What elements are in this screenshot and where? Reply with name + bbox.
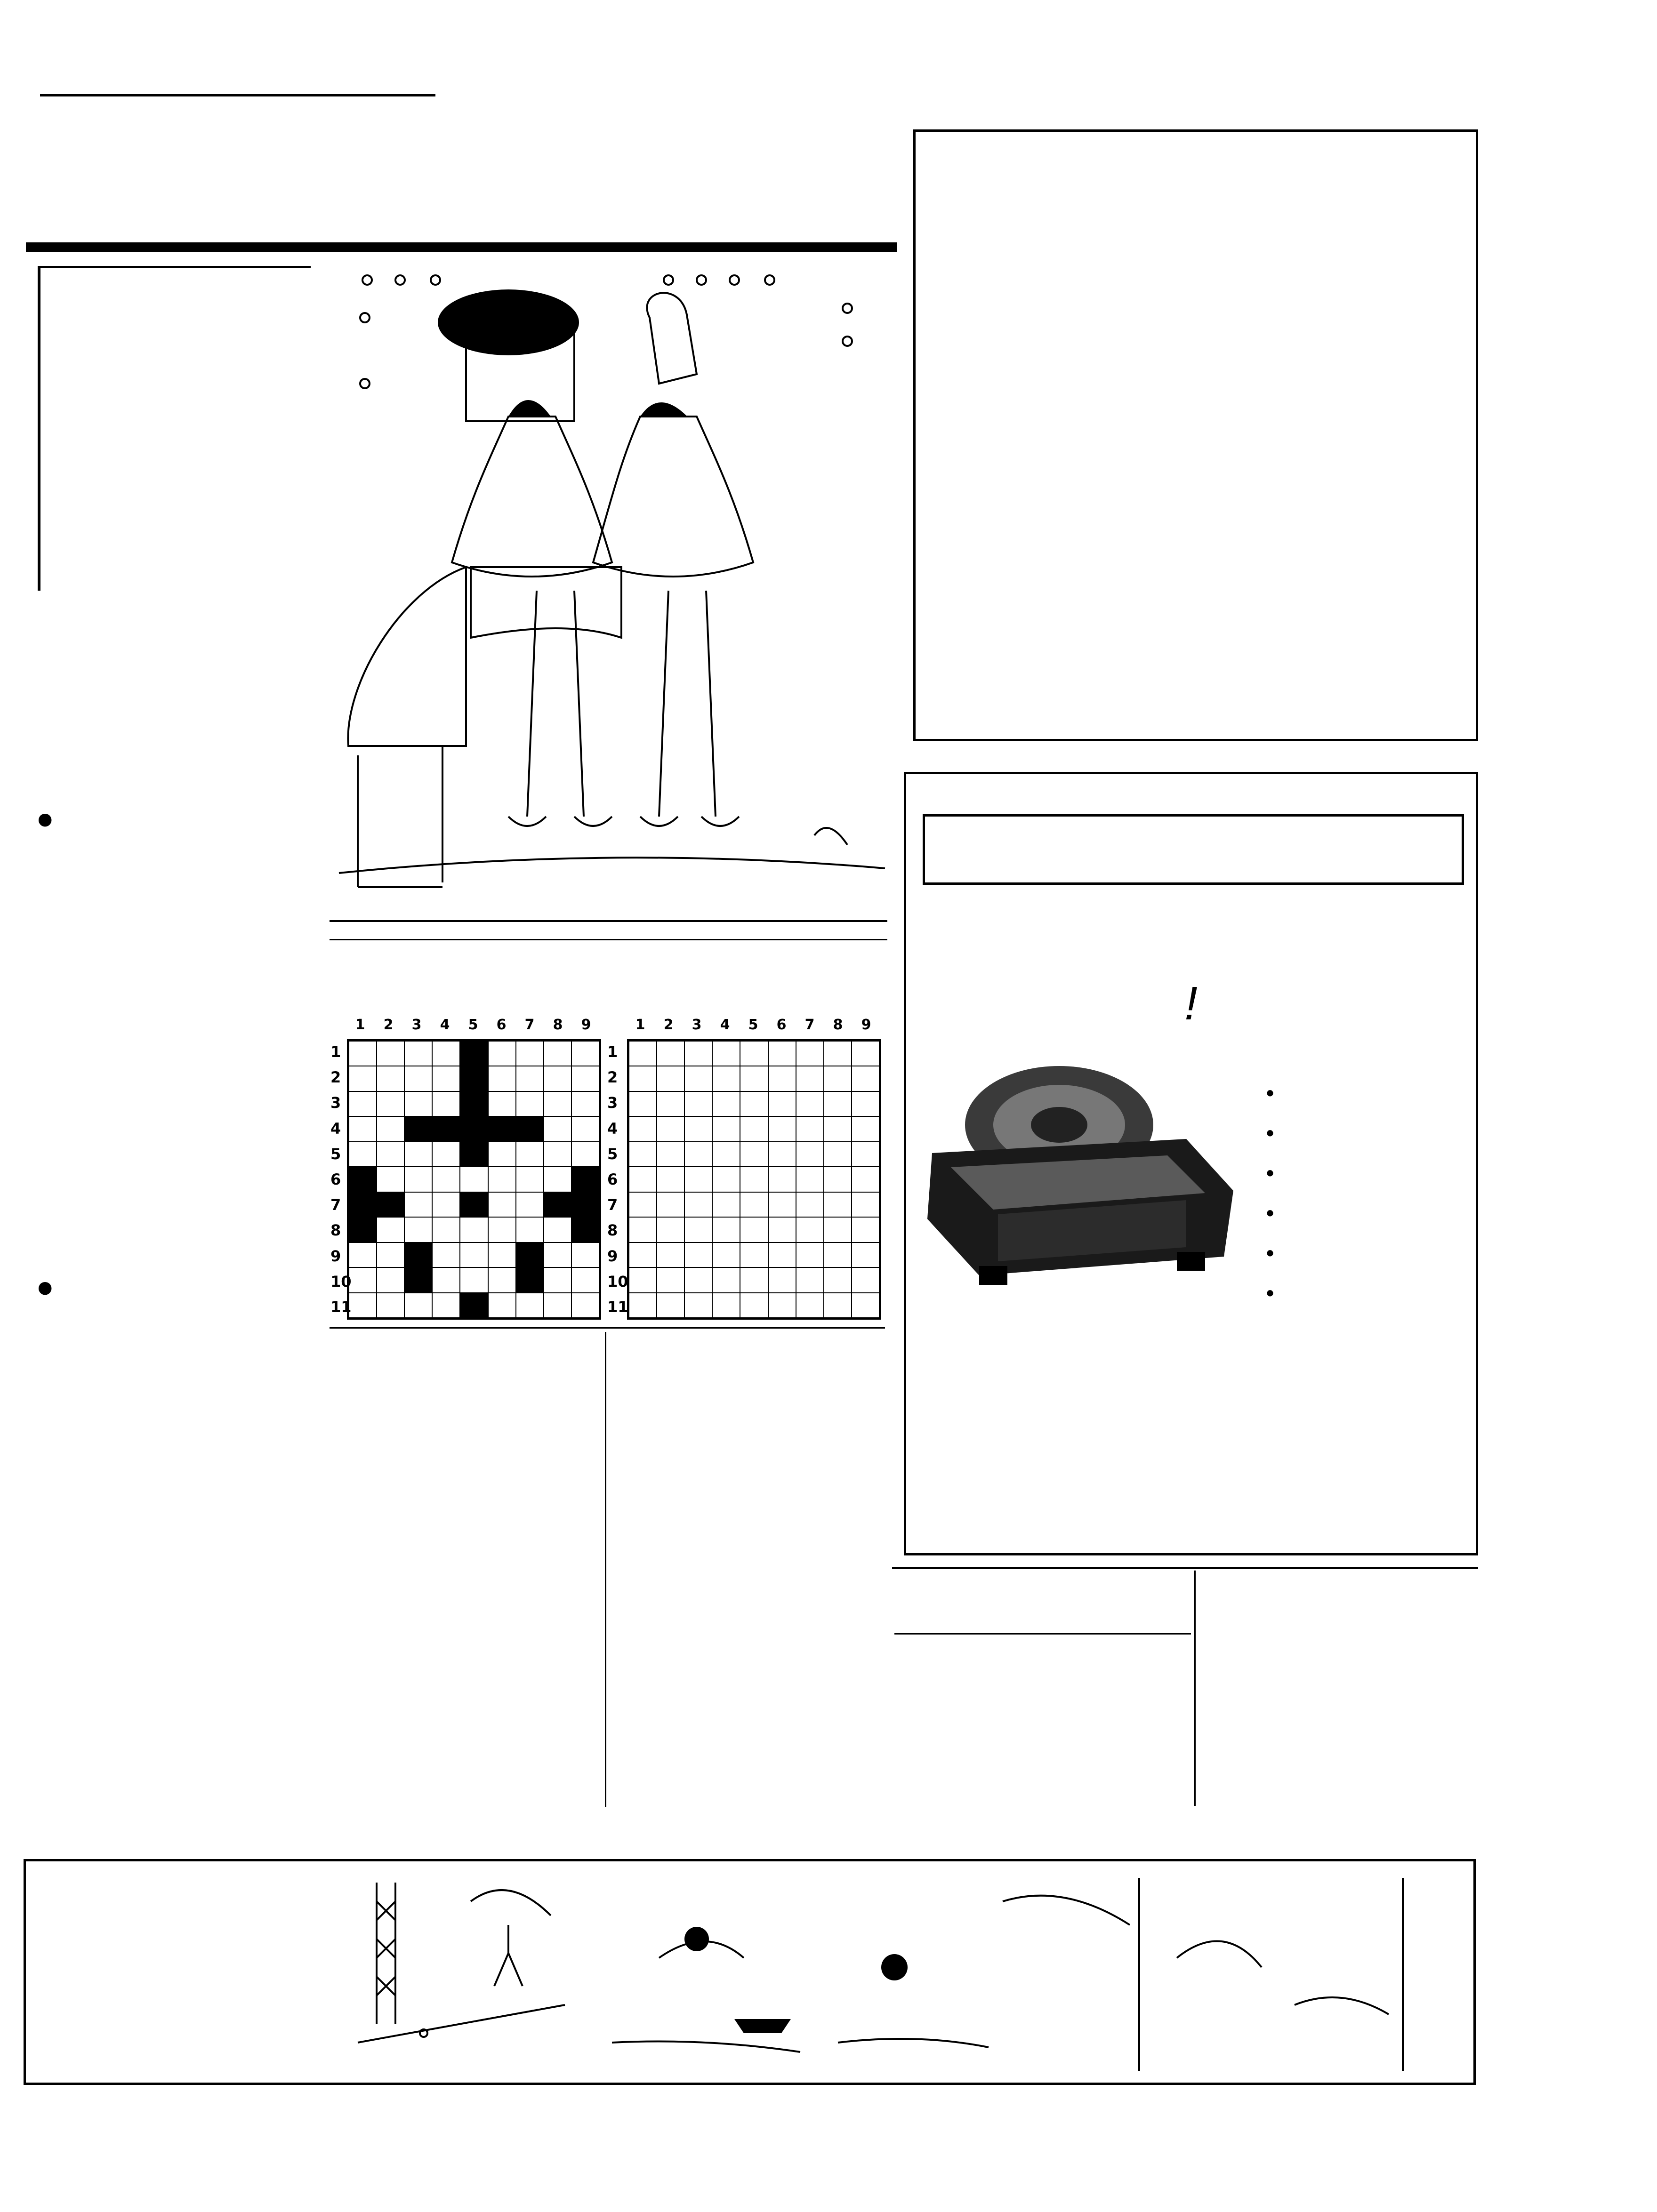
crossword-cell[interactable] [404, 1217, 432, 1242]
crossword-cell[interactable] [657, 1192, 684, 1217]
crossword-cell[interactable] [488, 1192, 516, 1217]
right-crossword-grid [627, 1039, 881, 1320]
crossword-cell[interactable] [712, 1116, 740, 1141]
row-number: 11 [607, 1298, 628, 1316]
left-grid-column-numbers [346, 1017, 600, 1033]
crossword-cell[interactable] [796, 1116, 824, 1141]
crossword-cell[interactable] [432, 1041, 460, 1066]
crossword-cell[interactable] [432, 1116, 460, 1141]
crossword-cell[interactable] [349, 1041, 377, 1066]
crossword-cell[interactable] [377, 1091, 404, 1116]
comic-drawing [330, 1864, 1469, 2080]
crossword-cell[interactable] [544, 1217, 571, 1242]
policlinica-rule [894, 1633, 1191, 1635]
crossword-cell[interactable] [432, 1217, 460, 1242]
section-medicina: ● [38, 809, 53, 829]
crossword-cell[interactable] [460, 1091, 488, 1116]
crossword-cell[interactable] [629, 1217, 657, 1242]
column-number: 3 [692, 1017, 702, 1033]
row-number: 4 [607, 1119, 618, 1138]
crossword-cell[interactable] [852, 1167, 879, 1192]
crossword-cell[interactable] [740, 1116, 768, 1141]
crossword-cell[interactable] [852, 1091, 879, 1116]
crossword-cell[interactable] [432, 1091, 460, 1116]
bullet-icon: • [1266, 1161, 1274, 1185]
crossword-cell[interactable] [824, 1116, 852, 1141]
ironweed-feature [1266, 1233, 1274, 1273]
crossword-cell[interactable] [768, 1192, 796, 1217]
crossword-cell[interactable] [488, 1142, 516, 1167]
crossword-cell[interactable] [432, 1142, 460, 1167]
crossword-cell[interactable] [796, 1267, 824, 1292]
crossword-cell[interactable] [740, 1142, 768, 1167]
crossword-cell[interactable] [712, 1267, 740, 1292]
crossword-cell[interactable] [404, 1267, 432, 1292]
crossword-cell[interactable] [629, 1192, 657, 1217]
column-number: 4 [720, 1017, 730, 1033]
crossword-cell[interactable] [460, 1267, 488, 1292]
crossword-cell[interactable] [460, 1242, 488, 1267]
crossword-cell[interactable] [488, 1116, 516, 1141]
crossword-cell[interactable] [571, 1217, 599, 1242]
bullet-icon: • [1266, 1121, 1274, 1145]
crossword-cell[interactable] [768, 1242, 796, 1267]
crossword-cell[interactable] [768, 1167, 796, 1192]
column-number: 5 [748, 1017, 758, 1033]
crossword-cell[interactable] [740, 1192, 768, 1217]
crossword-cell[interactable] [740, 1267, 768, 1292]
left-crossword-grid [347, 1039, 601, 1320]
crossword-cell[interactable] [657, 1066, 684, 1091]
clues-rule [330, 1327, 885, 1329]
crossword-cell[interactable] [544, 1242, 571, 1267]
column-number: 2 [663, 1017, 674, 1033]
crossword-cell[interactable] [852, 1217, 879, 1242]
row-number: 11 [330, 1298, 352, 1316]
crossword-cell[interactable] [544, 1142, 571, 1167]
crossword-cell[interactable] [684, 1091, 712, 1116]
crossword-cell[interactable] [516, 1217, 544, 1242]
column-number: 9 [581, 1017, 591, 1033]
crossword-cell[interactable] [852, 1066, 879, 1091]
right-grid-column-numbers [626, 1017, 880, 1033]
crossword-cell[interactable] [768, 1116, 796, 1141]
row-number: 10 [607, 1272, 628, 1290]
column-number: 8 [833, 1017, 843, 1033]
crossword-cell[interactable] [571, 1142, 599, 1167]
crossword-cell[interactable] [404, 1066, 432, 1091]
crossword-cell[interactable] [712, 1041, 740, 1066]
crossword-cell[interactable] [740, 1293, 768, 1318]
crossword-cell[interactable] [740, 1091, 768, 1116]
row-number: 6 [607, 1170, 618, 1188]
crossword-cell[interactable] [824, 1167, 852, 1192]
crossword-cell[interactable] [824, 1267, 852, 1292]
crossword-cell[interactable] [349, 1116, 377, 1141]
crossword-cell[interactable] [404, 1041, 432, 1066]
row-number: 3 [330, 1094, 341, 1112]
crossword-cell[interactable] [404, 1242, 432, 1267]
crossword-cell[interactable] [796, 1091, 824, 1116]
bullet-icon: • [1266, 1201, 1274, 1225]
crossword-cell[interactable] [571, 1041, 599, 1066]
column-number: 7 [804, 1017, 815, 1033]
crossword-cell[interactable] [768, 1041, 796, 1066]
crossword-cell[interactable] [544, 1293, 571, 1318]
crossword-cell[interactable] [432, 1293, 460, 1318]
cartoon-drawing [330, 261, 887, 918]
column-number: 8 [553, 1017, 563, 1033]
crossword-cell[interactable] [460, 1293, 488, 1318]
column-number: 1 [355, 1017, 365, 1033]
crossword-cell[interactable] [796, 1192, 824, 1217]
crossword-cell[interactable] [488, 1217, 516, 1242]
crossword-cell[interactable] [712, 1066, 740, 1091]
row-number: 3 [607, 1094, 618, 1112]
row-number: 7 [607, 1196, 618, 1214]
row-number: 4 [330, 1119, 341, 1138]
crossword-cell[interactable] [349, 1142, 377, 1167]
crossword-cell[interactable] [377, 1167, 404, 1192]
masthead-bar [26, 242, 897, 252]
crossword-cell[interactable] [684, 1192, 712, 1217]
crossword-cell[interactable] [377, 1066, 404, 1091]
column-number: 3 [411, 1017, 422, 1033]
crossword-cell[interactable] [712, 1142, 740, 1167]
crossword-cell[interactable] [657, 1167, 684, 1192]
crossword-cell[interactable] [657, 1267, 684, 1292]
crossword-cell[interactable] [712, 1192, 740, 1217]
crossword-cell[interactable] [684, 1217, 712, 1242]
crossword-cell[interactable] [684, 1142, 712, 1167]
crossword-cell[interactable] [544, 1066, 571, 1091]
crossword-cell[interactable] [824, 1242, 852, 1267]
bullet-icon: • [1266, 1081, 1274, 1105]
crossword-cell[interactable] [571, 1116, 599, 1141]
column-number: 9 [861, 1017, 871, 1033]
section-telefones: ● [38, 1278, 53, 1297]
crossword-cell[interactable] [488, 1293, 516, 1318]
bullet-icon: • [1266, 1281, 1274, 1305]
crossword-cell[interactable] [516, 1066, 544, 1091]
crossword-cell[interactable] [349, 1267, 377, 1292]
crossword-cell[interactable] [516, 1192, 544, 1217]
crossword-cell[interactable] [657, 1242, 684, 1267]
crossword-cell[interactable] [768, 1217, 796, 1242]
crossword-cell[interactable] [740, 1167, 768, 1192]
crossword-cell[interactable] [740, 1066, 768, 1091]
crossword-cell[interactable] [684, 1167, 712, 1192]
crossword-cell[interactable] [571, 1267, 599, 1292]
crossword-cell[interactable] [460, 1041, 488, 1066]
crossword-cell[interactable] [432, 1066, 460, 1091]
crossword-cell[interactable] [824, 1217, 852, 1242]
crossword-cell[interactable] [684, 1267, 712, 1292]
clues-divider [605, 1332, 606, 1807]
row-number: 7 [330, 1196, 341, 1214]
ironweed-feature [1266, 1113, 1274, 1153]
meat-slicer-drawing [923, 1059, 1243, 1294]
crossword-cell[interactable] [432, 1167, 460, 1192]
crossword-cell[interactable] [796, 1142, 824, 1167]
crossword-cell[interactable] [488, 1041, 516, 1066]
crossword-cell[interactable] [516, 1267, 544, 1292]
column-number: 4 [440, 1017, 450, 1033]
crossword-cell[interactable] [852, 1192, 879, 1217]
crossword-cell[interactable] [629, 1242, 657, 1267]
column-number: 5 [468, 1017, 478, 1033]
crossword-cell[interactable] [824, 1066, 852, 1091]
crossword-cell[interactable] [796, 1217, 824, 1242]
crossword-cell[interactable] [768, 1066, 796, 1091]
crossword-cell[interactable] [432, 1242, 460, 1267]
crossword-cell[interactable] [377, 1041, 404, 1066]
crossword-cell[interactable] [852, 1116, 879, 1141]
crossword-cell[interactable] [349, 1293, 377, 1318]
natura-ad [913, 129, 1478, 741]
row-number: 6 [330, 1170, 341, 1188]
crossword-cell[interactable] [544, 1267, 571, 1292]
crossword-cell[interactable] [488, 1267, 516, 1292]
crossword-cell[interactable] [432, 1267, 460, 1292]
crossword-cell[interactable] [712, 1167, 740, 1192]
column-number: 1 [635, 1017, 645, 1033]
crossword-cell[interactable] [768, 1091, 796, 1116]
crossword-cell[interactable] [629, 1293, 657, 1318]
crossword-cell[interactable] [657, 1091, 684, 1116]
header-rule [40, 94, 435, 96]
crossword-cell[interactable] [488, 1066, 516, 1091]
crossword-cell[interactable] [516, 1116, 544, 1141]
crossword-cell[interactable] [377, 1293, 404, 1318]
crossword-cell[interactable] [349, 1091, 377, 1116]
crossword-cell[interactable] [712, 1217, 740, 1242]
cartoon-caption-rule-bottom [330, 939, 887, 940]
crossword-cell[interactable] [544, 1192, 571, 1217]
row-number: 8 [607, 1221, 618, 1240]
crossword-cell[interactable] [460, 1167, 488, 1192]
crossword-cell[interactable] [824, 1142, 852, 1167]
crossword-cell[interactable] [629, 1091, 657, 1116]
comic-panels [330, 1864, 1469, 2080]
crossword-cell[interactable] [852, 1041, 879, 1066]
crossword-cell[interactable] [404, 1116, 432, 1141]
crossword-cell[interactable] [404, 1091, 432, 1116]
crossword-cell[interactable] [432, 1192, 460, 1217]
crossword-cell[interactable] [768, 1142, 796, 1167]
crossword-cell[interactable] [516, 1242, 544, 1267]
row-number: 5 [330, 1145, 341, 1163]
ironweed-feature [1266, 1193, 1274, 1233]
ironweed-models [904, 977, 1478, 1031]
row-number: 9 [607, 1247, 618, 1265]
row-number: 2 [330, 1068, 341, 1087]
crossword-cell[interactable] [684, 1066, 712, 1091]
column-number: 6 [496, 1017, 507, 1033]
crossword-cell[interactable] [684, 1242, 712, 1267]
crossword-cell[interactable] [629, 1142, 657, 1167]
column-number: 6 [776, 1017, 787, 1033]
crossword-cell[interactable] [629, 1041, 657, 1066]
crossword-cell[interactable] [516, 1293, 544, 1318]
crossword-cell[interactable] [712, 1242, 740, 1267]
crossword-cell[interactable] [629, 1116, 657, 1141]
row-number: 8 [330, 1221, 341, 1240]
meat-slicer-image [923, 1059, 1243, 1294]
crossword-cell[interactable] [544, 1116, 571, 1141]
crossword-cell[interactable] [768, 1267, 796, 1292]
crossword-cell[interactable] [544, 1091, 571, 1116]
crossword-cell[interactable] [712, 1293, 740, 1318]
exclamation-icon: ! [1184, 977, 1198, 1030]
crossword-cell[interactable] [796, 1066, 824, 1091]
crossword-cell[interactable] [796, 1293, 824, 1318]
crossword-cell[interactable] [488, 1242, 516, 1267]
crossword-cell[interactable] [516, 1091, 544, 1116]
policlinica-top-rule [892, 1567, 1478, 1569]
crossword-cell[interactable] [852, 1267, 879, 1292]
crossword-cell[interactable] [824, 1293, 852, 1318]
crossword-cell[interactable] [657, 1217, 684, 1242]
row-number: 2 [607, 1068, 618, 1087]
crossword-cell[interactable] [377, 1142, 404, 1167]
crossword-cell[interactable] [516, 1167, 544, 1192]
crossword-cell[interactable] [712, 1091, 740, 1116]
crossword-cell[interactable] [460, 1192, 488, 1217]
column-number: 7 [524, 1017, 535, 1033]
row-number: 9 [330, 1247, 341, 1265]
row-number: 10 [330, 1272, 352, 1290]
crossword-cell[interactable] [349, 1217, 377, 1242]
crossword-cell[interactable] [377, 1192, 404, 1217]
crossword-cell[interactable] [349, 1242, 377, 1267]
crossword-cell[interactable] [852, 1242, 879, 1267]
policlinica-divider [1194, 1571, 1196, 1806]
crossword-cell[interactable] [488, 1091, 516, 1116]
row-number: 5 [607, 1145, 618, 1163]
ironweed-brand [923, 814, 1464, 885]
crossword-cell[interactable] [629, 1066, 657, 1091]
crossword-cell[interactable] [349, 1066, 377, 1091]
ironweed-feature [1266, 1273, 1274, 1313]
left-grid-row-numbers [330, 1039, 352, 1320]
crossword-cell[interactable] [571, 1167, 599, 1192]
crossword-cell[interactable] [657, 1142, 684, 1167]
crossword-cell[interactable] [460, 1066, 488, 1091]
crossword-cell[interactable] [684, 1041, 712, 1066]
crossword-cell[interactable] [629, 1167, 657, 1192]
crossword-cell[interactable] [488, 1167, 516, 1192]
ironweed-feature [1266, 1073, 1274, 1113]
row-number: 1 [607, 1043, 618, 1061]
crossword-cell[interactable] [657, 1041, 684, 1066]
crossword-cell[interactable] [824, 1091, 852, 1116]
crossword-cell[interactable] [377, 1217, 404, 1242]
crossword-cell[interactable] [852, 1293, 879, 1318]
bullet-icon: • [1266, 1241, 1274, 1265]
crossword-cell[interactable] [404, 1167, 432, 1192]
crossword-cell[interactable] [657, 1116, 684, 1141]
crossword-cell[interactable] [684, 1293, 712, 1318]
ironweed-feature-list [1266, 1073, 1274, 1313]
crossword-cell[interactable] [516, 1041, 544, 1066]
crossword-cell[interactable] [796, 1041, 824, 1066]
crossword-cell[interactable] [571, 1242, 599, 1267]
cartoon-illustration [330, 261, 887, 918]
crossword-cell[interactable] [516, 1142, 544, 1167]
crossword-cell[interactable] [684, 1116, 712, 1141]
crossword-cell[interactable] [796, 1242, 824, 1267]
crossword-cell[interactable] [852, 1142, 879, 1167]
crossword-cell[interactable] [349, 1192, 377, 1217]
cartoon-caption-rule [330, 920, 887, 922]
ha30-box [38, 266, 311, 591]
crossword-cell[interactable] [404, 1142, 432, 1167]
crossword-cell[interactable] [349, 1167, 377, 1192]
crossword-cell[interactable] [404, 1192, 432, 1217]
ironweed-feature [1266, 1153, 1274, 1193]
crossword-cell[interactable] [404, 1293, 432, 1318]
crossword-cell[interactable] [796, 1167, 824, 1192]
crossword-cell[interactable] [544, 1167, 571, 1192]
crossword-cell[interactable] [377, 1116, 404, 1141]
crossword-cell[interactable] [824, 1192, 852, 1217]
crossword-cell[interactable] [460, 1217, 488, 1242]
crossword-cell[interactable] [377, 1242, 404, 1267]
crossword-cell[interactable] [768, 1293, 796, 1318]
crossword-cell[interactable] [571, 1293, 599, 1318]
crossword-cell[interactable] [657, 1293, 684, 1318]
crossword-cell[interactable] [377, 1267, 404, 1292]
crossword-cell[interactable] [571, 1091, 599, 1116]
crossword-cell[interactable] [740, 1041, 768, 1066]
crossword-cell[interactable] [740, 1217, 768, 1242]
row-number: 1 [330, 1043, 341, 1061]
column-number: 2 [383, 1017, 394, 1033]
crossword-cell[interactable] [460, 1116, 488, 1141]
crossword-cell[interactable] [571, 1192, 599, 1217]
crossword-cell[interactable] [824, 1041, 852, 1066]
crossword-cell[interactable] [740, 1242, 768, 1267]
crossword-cell[interactable] [544, 1041, 571, 1066]
crossword-cell[interactable] [629, 1267, 657, 1292]
crossword-cell[interactable] [571, 1066, 599, 1091]
crossword-cell[interactable] [460, 1142, 488, 1167]
right-grid-row-numbers [607, 1039, 626, 1320]
